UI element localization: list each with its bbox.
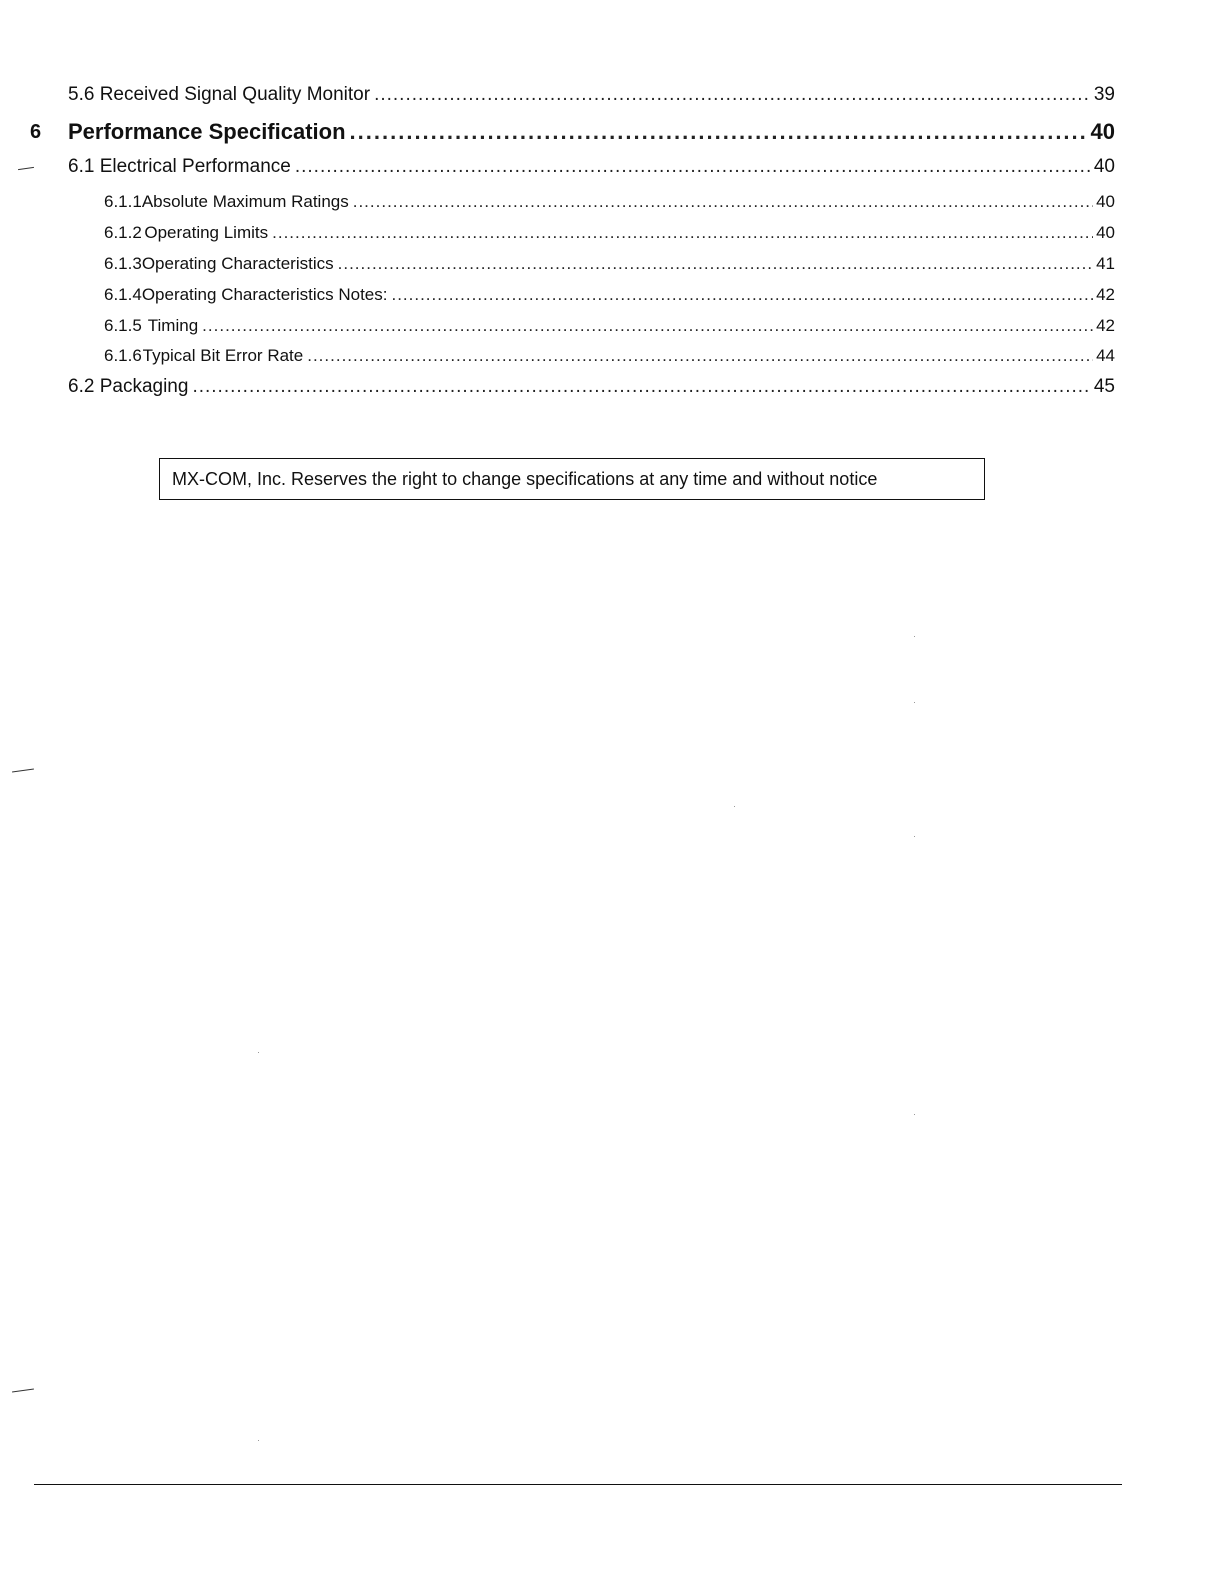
dot-leader: [353, 192, 1093, 212]
toc-entry-page: 40: [1093, 156, 1115, 177]
toc-entry-page: 45: [1093, 376, 1115, 397]
dot-leader: [374, 84, 1091, 106]
toc-entry-6[interactable]: [68, 119, 1115, 145]
footer-rule: [34, 1484, 1122, 1485]
toc-entry-number: 5.6: [68, 84, 95, 105]
toc-entry-title: Performance Specification: [68, 119, 346, 144]
toc-entry-number: 6.1.2: [104, 223, 142, 242]
toc-entry-6-2[interactable]: [68, 376, 1115, 398]
toc-entry-number: 6.1: [68, 156, 95, 177]
dot-leader: [295, 156, 1091, 178]
chapter-number: 6: [30, 121, 42, 143]
toc-entry-number: 6.1.4: [104, 285, 142, 304]
dot-leader: [192, 376, 1090, 398]
toc-entry-title: Electrical Performance: [99, 156, 291, 177]
toc-entry-title: Operating Characteristics Notes:: [141, 285, 388, 304]
toc-entry-page: 40: [1096, 192, 1115, 211]
scan-speck: [914, 836, 915, 837]
toc-entry-title: Packaging: [99, 376, 189, 397]
toc-entry-number: 6.1.5: [104, 316, 142, 335]
dot-leader: [338, 254, 1093, 274]
toc-entry-page: 44: [1096, 346, 1115, 365]
toc-entry-number: 6.1.6: [104, 346, 142, 365]
toc-entry-page: 40: [1096, 223, 1115, 242]
scan-speck: [914, 636, 915, 637]
scan-speck: [734, 806, 735, 807]
toc-entry-title: Absolute Maximum Ratings: [141, 192, 349, 211]
toc-entry-6-1-1[interactable]: [104, 192, 1115, 212]
dot-leader: [272, 223, 1093, 243]
toc-entry-title: Operating Limits: [144, 223, 269, 242]
toc-entry-6-1-2[interactable]: [104, 223, 1115, 243]
scan-mark: [12, 768, 34, 772]
toc-entry-page: 42: [1096, 316, 1115, 335]
toc-entry-6-1-6[interactable]: [104, 346, 1115, 366]
toc-entry-5-6[interactable]: [68, 84, 1115, 106]
toc-entry-title: Timing: [147, 316, 199, 335]
scan-speck: [258, 1440, 259, 1441]
toc-entry-page: 39: [1093, 84, 1115, 105]
toc-entry-page: 41: [1096, 254, 1115, 273]
dot-leader: [202, 316, 1093, 336]
toc-entry-title: Typical Bit Error Rate: [142, 346, 304, 365]
scan-mark: [12, 1388, 34, 1392]
toc-entry-6-1-5[interactable]: [104, 316, 1115, 336]
scan-speck: [914, 1114, 915, 1115]
scan-speck: [258, 1052, 259, 1053]
notice-box: [159, 458, 985, 500]
notice-text: MX-COM, Inc. Reserves the right to change specifications at any time and without notice: [172, 468, 878, 489]
toc-entry-title: Operating Characteristics: [141, 254, 334, 273]
toc-entry-title: Received Signal Quality Monitor: [99, 84, 371, 105]
toc-entry-number: 6.2: [68, 376, 95, 397]
toc-entry-6-1-3[interactable]: [104, 254, 1115, 274]
toc-entry-page: 42: [1096, 285, 1115, 304]
dot-leader: [307, 346, 1093, 366]
scan-speck: [914, 702, 915, 703]
toc-entry-6-1[interactable]: [68, 156, 1115, 178]
toc-entry-number: 6.1.1: [104, 192, 142, 211]
toc-entry-page: 40: [1090, 119, 1115, 144]
scan-mark: [18, 167, 34, 170]
dot-leader: [350, 119, 1088, 145]
toc-entry-number: 6.1.3: [104, 254, 142, 273]
dot-leader: [391, 285, 1093, 305]
toc-entry-6-1-4[interactable]: [104, 285, 1115, 305]
